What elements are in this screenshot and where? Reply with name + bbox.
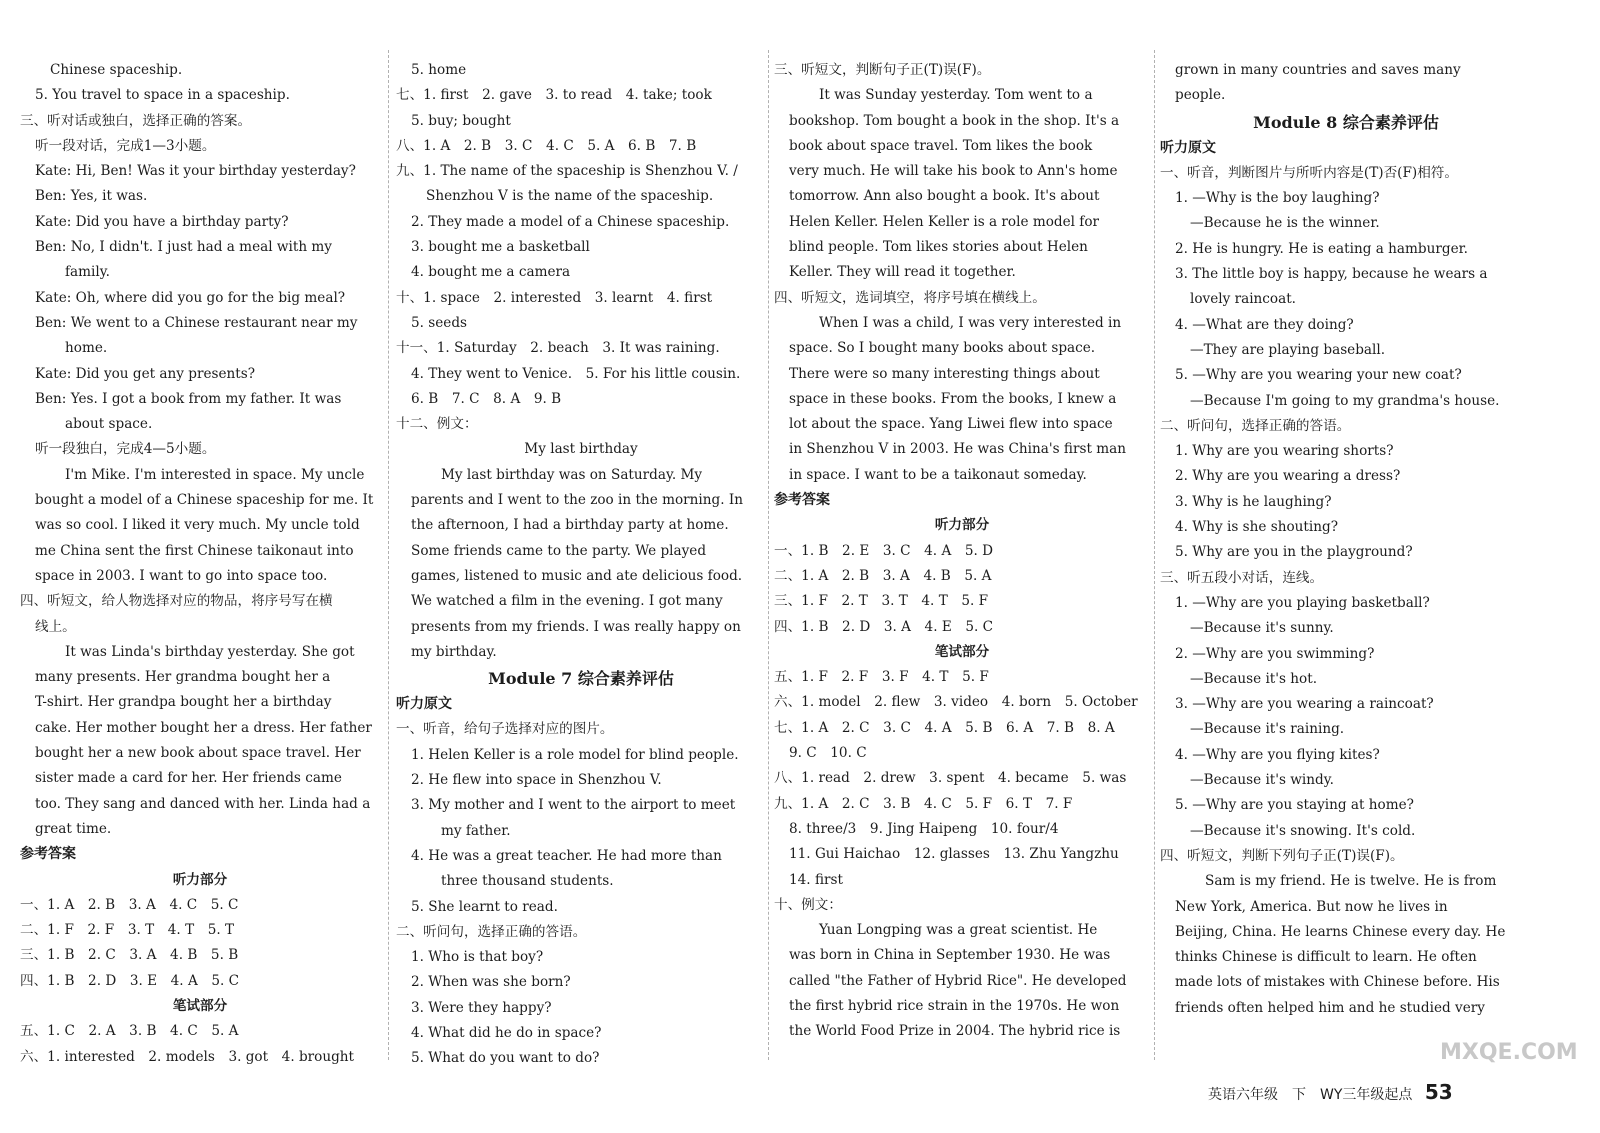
column-divider xyxy=(388,50,389,1060)
text-line: 5. —Why are you wearing your new coat? xyxy=(1175,367,1462,384)
text-line: space in 2003. I want to go into space too. xyxy=(35,567,328,584)
text-line: —Because it's snowing. It's cold. xyxy=(1190,822,1416,839)
text-line: Ben: Yes, it was. xyxy=(35,188,148,205)
text-line: 3. Why is he laughing? xyxy=(1175,493,1332,510)
column-4 xyxy=(1160,58,1532,1021)
text-line: 3. —Why are you wearing a raincoat? xyxy=(1175,696,1434,713)
text-line: 笔试部分 xyxy=(172,997,228,1014)
text-line: 四、1. B 2. D 3. A 4. E 5. C xyxy=(774,618,994,635)
column-divider xyxy=(768,50,769,1060)
footer-label: 英语六年级 下 WY三年级起点 xyxy=(1208,1087,1413,1103)
text-line: 4. They went to Venice. 5. For his little cousin. xyxy=(411,365,741,382)
text-line: It was Linda's birthday yesterday. She got xyxy=(65,643,355,660)
text-line: 3. My mother and I went to the airport to meet xyxy=(411,797,736,814)
text-line: tomorrow. Ann also bought a book. It's about xyxy=(789,188,1100,205)
text-line: called "the Father of Hybrid Rice". He developed xyxy=(789,972,1127,989)
text-line: 6. B 7. C 8. A 9. B xyxy=(411,390,562,407)
text-line: Kate: Did you get any presents? xyxy=(35,365,256,382)
text-line: Ben: No, I didn't. I just had a meal with my xyxy=(35,239,332,256)
text-line: 2. They made a model of a Chinese spaceship. xyxy=(411,213,730,230)
text-line: 5. —Why are you staying at home? xyxy=(1175,797,1414,814)
text-line: 八、1. read 2. drew 3. spent 4. became 5. was xyxy=(774,770,1127,787)
text-line: bought her a new book about space travel. Her xyxy=(35,745,361,762)
text-line: 五、1. F 2. F 3. F 4. T 5. F xyxy=(774,669,989,686)
text-line: 2. Why are you wearing a dress? xyxy=(1175,468,1401,485)
text-line: space. So I bought many books about space. xyxy=(789,340,1096,357)
text-line: 一、听音，判断图片与所听内容是(T)否(F)相符。 xyxy=(1160,164,1458,181)
text-line: 四、听短文，给人物选择对应的物品，将序号写在横 xyxy=(20,593,333,610)
text-line: Ben: Yes. I got a book from my father. It was xyxy=(35,390,342,407)
text-line: 8. three/3 9. Jing Haipeng 10. four/4 xyxy=(789,820,1059,837)
text-line: 四、听短文，选词填空，将序号填在横线上。 xyxy=(774,289,1046,306)
text-line: sister made a card for her. Her friends came xyxy=(35,770,342,787)
text-line: my father. xyxy=(441,822,511,839)
text-line: 听力原文 xyxy=(1160,139,1216,156)
text-line: 九、1. A 2. C 3. B 4. C 5. F 6. T 7. F xyxy=(774,795,1073,812)
text-line: 二、听问句，选择正确的答语。 xyxy=(396,923,587,940)
text-line: We watched a film in the evening. I got many xyxy=(411,593,723,610)
text-line: 4. bought me a camera xyxy=(411,264,571,281)
text-line: the first hybrid rice strain in the 1970s. He won xyxy=(789,997,1120,1014)
text-line: Ben: We went to a Chinese restaurant near my xyxy=(35,314,358,331)
text-line: 5. Why are you in the playground? xyxy=(1175,544,1413,561)
text-line: 5. home xyxy=(411,62,467,78)
text-line: 笔试部分 xyxy=(934,643,990,660)
text-line: 1. —Why are you playing basketball? xyxy=(1175,594,1430,611)
text-line: bought a model of a Chinese spaceship for me. It xyxy=(35,492,374,509)
text-line: Kate: Hi, Ben! Was it your birthday yesterday? xyxy=(35,163,356,180)
text-line: —They are playing baseball. xyxy=(1190,341,1386,358)
text-line: My last birthday was on Saturday. My xyxy=(441,466,703,483)
text-line: three thousand students. xyxy=(441,873,614,890)
text-line: —Because it's sunny. xyxy=(1190,620,1334,637)
text-line: 三、听五段小对话，连线。 xyxy=(1160,569,1324,586)
text-line: 二、1. F 2. F 3. T 4. T 5. T xyxy=(20,922,235,939)
text-line: 5. She learnt to read. xyxy=(411,898,558,915)
text-line: Helen Keller. Helen Keller is a role model for xyxy=(789,213,1100,230)
text-line: 2. When was she born? xyxy=(411,974,571,991)
text-line: 三、听短文，判断句子正(T)误(F)。 xyxy=(774,62,991,78)
text-line: 3. The little boy is happy, because he wears a xyxy=(1175,266,1488,283)
text-line: 六、1. model 2. flew 3. video 4. born 5. October xyxy=(774,694,1138,711)
text-line: people. xyxy=(1175,87,1226,104)
text-line: 1. Who is that boy? xyxy=(411,949,544,966)
text-line: 线上。 xyxy=(35,618,76,635)
text-line: 3. bought me a basketball xyxy=(411,239,590,256)
text-line: T-shirt. Her grandpa bought her a birthday xyxy=(35,694,332,711)
text-line: 4. He was a great teacher. He had more than xyxy=(411,847,722,864)
text-line: was born in China in September 1930. He was xyxy=(789,947,1111,964)
text-line: the afternoon, I had a birthday party at home. xyxy=(411,517,729,534)
text-line: 四、1. B 2. D 3. E 4. A 5. C xyxy=(20,972,240,989)
column-2 xyxy=(396,58,766,1072)
text-line: 听力原文 xyxy=(396,696,452,713)
text-line: 听一段独白，完成4—5小题。 xyxy=(35,441,216,458)
text-line: 4. What did he do in space? xyxy=(411,1024,602,1041)
text-line: 4. —Why are you flying kites? xyxy=(1175,746,1380,763)
text-line: 14. first xyxy=(789,871,843,888)
text-line: made lots of mistakes with Chinese before. His xyxy=(1175,974,1500,991)
text-line: 一、1. A 2. B 3. A 4. C 5. C xyxy=(20,896,239,913)
text-line: There were so many interesting things about xyxy=(789,365,1100,382)
text-line: 4. —What are they doing? xyxy=(1175,316,1354,333)
text-line: bookshop. Tom bought a book in the shop. It's a xyxy=(789,112,1120,129)
text-line: 三、听对话或独白，选择正确的答案。 xyxy=(20,112,252,129)
text-line: many presents. Her grandma bought her a xyxy=(35,669,331,686)
text-line: 三、1. F 2. T 3. T 4. T 5. F xyxy=(774,593,989,610)
text-line: 1. Helen Keller is a role model for blind people. xyxy=(411,746,739,763)
text-line: 十、例文： xyxy=(774,896,842,913)
text-line: Some friends came to the party. We played xyxy=(411,542,707,559)
text-line: Kate: Oh, where did you go for the big meal? xyxy=(35,289,346,306)
text-line: Sam is my friend. He is twelve. He is from xyxy=(1205,873,1497,890)
text-line: 2. He flew into space in Shenzhou V. xyxy=(411,772,662,789)
text-line: me China sent the first Chinese taikonaut into xyxy=(35,542,354,559)
text-line: 5. What do you want to do? xyxy=(411,1050,600,1067)
text-line: presents from my friends. I was really happy on xyxy=(411,618,741,635)
text-line: 二、听问句，选择正确的答语。 xyxy=(1160,417,1351,434)
text-line: cake. Her mother bought her a dress. Her father xyxy=(35,719,372,736)
text-line: 十二、例文： xyxy=(396,416,478,433)
text-line: my birthday. xyxy=(411,643,497,660)
text-line: 一、听音，给句子选择对应的图片。 xyxy=(396,721,614,738)
text-line: about space. xyxy=(65,416,153,433)
text-line: games, listened to music and ate delicious food. xyxy=(411,567,743,584)
text-line: family. xyxy=(65,264,110,281)
text-line: very much. He will take his book to Ann's home xyxy=(789,163,1118,180)
text-line: 九、1. The name of the spaceship is Shenzhou V. / xyxy=(396,163,738,180)
text-line: Module 7 综合素养评估 xyxy=(488,669,674,689)
text-line: 9. C 10. C xyxy=(789,745,867,762)
text-line: in space. I want to be a taikonaut someday. xyxy=(789,466,1087,483)
text-line: 六、1. interested 2. models 3. got 4. brought xyxy=(20,1048,355,1065)
text-line: thinks Chinese is difficult to learn. He often xyxy=(1175,949,1477,966)
text-line: Kate: Did you have a birthday party? xyxy=(35,213,289,230)
text-line: 听力部分 xyxy=(934,517,990,534)
text-line: Chinese spaceship. xyxy=(50,62,183,78)
text-line: 5. seeds xyxy=(411,314,468,331)
text-line: 十一、1. Saturday 2. beach 3. It was raining. xyxy=(396,340,720,357)
text-line: Keller. They will read it together. xyxy=(789,264,1016,281)
text-line: —Because it's raining. xyxy=(1190,721,1345,738)
text-line: grown in many countries and saves many xyxy=(1175,62,1461,78)
text-line: 一、1. B 2. E 3. C 4. A 5. D xyxy=(774,542,994,559)
text-line: 1. Why are you wearing shorts? xyxy=(1175,443,1394,460)
text-line: lot about the space. Yang Liwei flew into space xyxy=(789,416,1113,433)
text-line: friends often helped him and he studied very xyxy=(1175,999,1485,1016)
text-line: 3. Were they happy? xyxy=(411,999,552,1016)
text-line: space in these books. From the books, I knew a xyxy=(789,390,1117,407)
text-line: —Because I'm going to my grandma's house. xyxy=(1190,392,1500,409)
text-line: Module 8 综合素养评估 xyxy=(1253,112,1439,132)
text-line: in Shenzhou V in 2003. He was China's first man xyxy=(789,441,1126,458)
text-line: Beijing, China. He learns Chinese every day. He xyxy=(1175,923,1506,940)
text-line: 听力部分 xyxy=(172,871,228,888)
text-line: 2. —Why are you swimming? xyxy=(1175,645,1375,662)
text-line: 四、听短文，判断下列句子正(T)误(F)。 xyxy=(1160,847,1404,864)
text-line: 二、1. A 2. B 3. A 4. B 5. A xyxy=(774,567,992,584)
text-line: 三、1. B 2. C 3. A 4. B 5. B xyxy=(20,947,239,964)
text-line: Shenzhou V is the name of the spaceship. xyxy=(426,188,714,205)
text-line: parents and I went to the zoo in the morning. In xyxy=(411,492,743,509)
text-line: 听一段对话，完成1—3小题。 xyxy=(35,137,216,154)
text-line: My last birthday xyxy=(524,441,638,458)
text-line: 十、1. space 2. interested 3. learnt 4. first xyxy=(396,289,713,306)
text-line: home. xyxy=(65,340,108,357)
text-line: 七、1. A 2. C 3. C 4. A 5. B 6. A 7. B 8. A xyxy=(774,719,1115,736)
text-line: —Because it's hot. xyxy=(1190,670,1318,687)
text-line: —Because it's windy. xyxy=(1190,772,1334,789)
text-line: blind people. Tom likes stories about Helen xyxy=(789,239,1088,256)
text-line: 5. You travel to space in a spaceship. xyxy=(35,87,290,104)
text-line: was so cool. I liked it very much. My uncle told xyxy=(35,517,360,534)
text-line: 七、1. first 2. gave 3. to read 4. take; took xyxy=(396,87,712,104)
text-line: book about space travel. Tom likes the book xyxy=(789,137,1093,154)
text-line: New York, America. But now he lives in xyxy=(1175,898,1448,915)
text-line: too. They sang and danced with her. Linda had a xyxy=(35,795,371,812)
text-line: 5. buy; bought xyxy=(411,112,511,129)
text-line: 2. He is hungry. He is eating a hamburger. xyxy=(1175,240,1468,257)
watermark: MXQE.COM xyxy=(1440,1040,1578,1065)
text-line: 参考答案 xyxy=(774,492,830,509)
text-line: Yuan Longping was a great scientist. He xyxy=(819,922,1098,939)
text-line: I'm Mike. I'm interested in space. My uncle xyxy=(65,466,365,483)
page-number: 53 xyxy=(1424,1080,1453,1104)
column-divider xyxy=(1154,50,1155,1060)
text-line: It was Sunday yesterday. Tom went to a xyxy=(819,87,1093,104)
text-line: great time. xyxy=(35,820,112,837)
text-line: —Because he is the winner. xyxy=(1190,215,1380,232)
text-line: When I was a child, I was very interested in xyxy=(819,314,1122,331)
text-line: lovely raincoat. xyxy=(1190,291,1296,308)
text-line: 五、1. C 2. A 3. B 4. C 5. A xyxy=(20,1023,239,1040)
text-line: the World Food Prize in 2004. The hybrid rice is xyxy=(789,1023,1121,1040)
text-line: 参考答案 xyxy=(20,846,76,863)
column-1 xyxy=(20,58,380,1070)
page-footer xyxy=(1208,1080,1453,1104)
text-line: 1. —Why is the boy laughing? xyxy=(1175,190,1380,207)
text-line: 八、1. A 2. B 3. C 4. C 5. A 6. B 7. B xyxy=(396,137,697,154)
text-line: 11. Gui Haichao 12. glasses 13. Zhu Yangzhu xyxy=(789,846,1119,863)
column-3 xyxy=(774,58,1150,1045)
text-line: 4. Why is she shouting? xyxy=(1175,519,1338,536)
